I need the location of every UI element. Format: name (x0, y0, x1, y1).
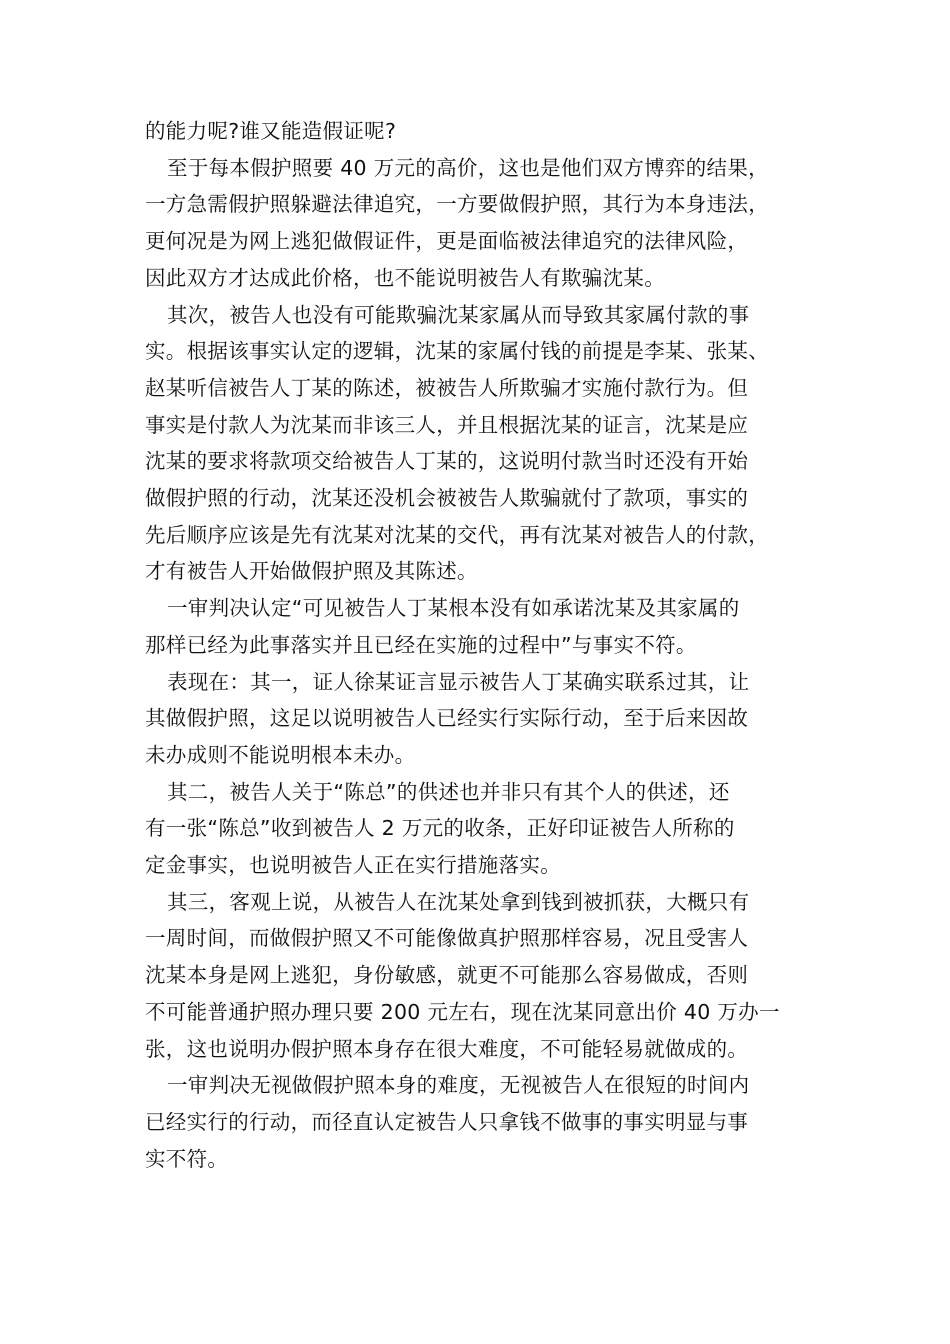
text-line: 做假护照的行动，沈某还没机会被被告人欺骗就付了款项，事实的 (145, 486, 749, 511)
text-line: 一审判决无视做假护照本身的难度，无视被告人在很短的时间内 (167, 1073, 750, 1098)
text-line: 的能力呢?谁又能造假证呢? (145, 119, 397, 143)
text-line: 一周时间，而做假护照又不可能像做真护照那样容易，况且受害人 (145, 926, 749, 951)
text-line: 才有被告人开始做假护照及其陈述。 (145, 559, 478, 584)
paragraph (145, 1067, 810, 1177)
document-body (145, 113, 810, 1177)
text-line: 实不符。 (145, 1146, 229, 1171)
text-line: 其三，客观上说，从被告人在沈某处拿到钱到被抓获，大概只有 (167, 889, 750, 914)
text-line: 未办成则不能说明根本未办。 (145, 742, 416, 767)
text-line: 一方急需假护照躲避法律追究，一方要做假护照，其行为本身违法， (145, 192, 769, 217)
paragraph (145, 884, 810, 1068)
paragraph (145, 774, 810, 884)
text-line: 因此双方才达成此价格，也不能说明被告人有欺骗沈某。 (145, 265, 665, 290)
text-line: 张，这也说明办假护照本身存在很大难度，不可能轻易就做成的。 (145, 1036, 749, 1061)
text-line: 赵某听信被告人丁某的陈述，被被告人所欺骗才实施付款行为。但 (145, 375, 749, 400)
text-line: 一审判决认定“可见被告人丁某根本没有如承诺沈某及其家属的 (167, 596, 740, 621)
paragraph (145, 113, 810, 150)
text-line: 实。根据该事实认定的逻辑，沈某的家属付钱的前提是李某、张某、 (145, 339, 769, 364)
text-line: 其做假护照，这足以说明被告人已经实行实际行动，至于后来因故 (145, 706, 749, 731)
text-line: 有一张“陈总”收到被告人 2 万元的收条，正好印证被告人所称的 (145, 816, 735, 841)
text-line: 先后顺序应该是先有沈某对沈某的交代，再有沈某对被告人的付款， (145, 522, 769, 547)
text-line: 沈某本身是网上逃犯，身份敏感，就更不可能那么容易做成，否则 (145, 963, 749, 988)
text-line: 沈某的要求将款项交给被告人丁某的，这说明付款当时还没有开始 (145, 449, 749, 474)
text-line: 至于每本假护照要 40 万元的高价，这也是他们双方博弈的结果， (167, 155, 769, 180)
text-line: 已经实行的行动，而径直认定被告人只拿钱不做事的事实明显与事 (145, 1109, 749, 1134)
paragraph (145, 150, 810, 297)
paragraph (145, 664, 810, 774)
text-line: 表现在：其一，证人徐某证言显示被告人丁某确实联系过其，让 (167, 669, 750, 694)
paragraph (145, 297, 810, 591)
text-line: 其二，被告人关于“陈总”的供述也并非只有其个人的供述，还 (167, 779, 730, 804)
text-line: 不可能普通护照办理只要 200 元左右，现在沈某同意出价 40 万办一 (145, 999, 780, 1024)
text-line: 更何况是为网上逃犯做假证件，更是面临被法律追究的法律风险， (145, 229, 749, 254)
text-line: 那样已经为此事落实并且已经在实施的过程中”与事实不符。 (145, 632, 697, 657)
paragraph (145, 590, 810, 663)
text-line: 定金事实，也说明被告人正在实行措施落实。 (145, 853, 561, 878)
text-line: 其次，被告人也没有可能欺骗沈某家属从而导致其家属付款的事 (167, 302, 750, 327)
text-line: 事实是付款人为沈某而非该三人，并且根据沈某的证言，沈某是应 (145, 412, 749, 437)
